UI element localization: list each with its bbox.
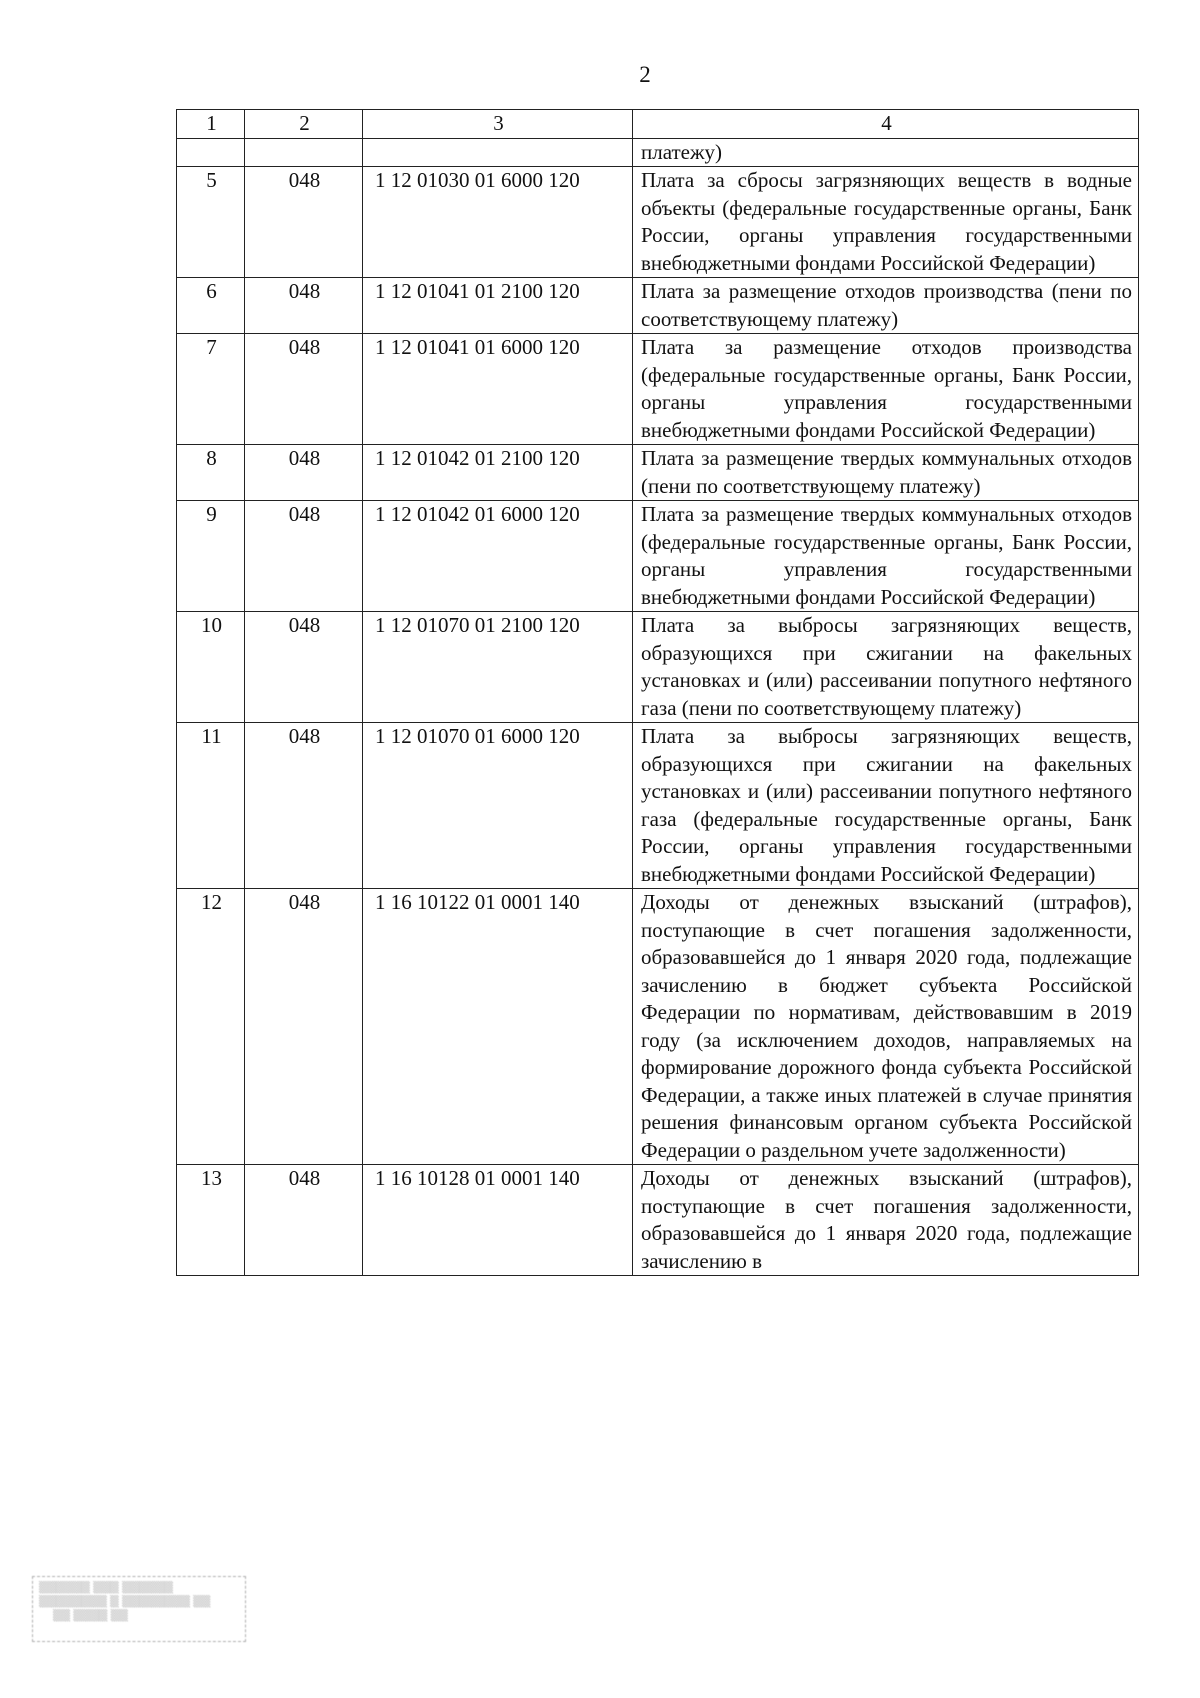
administrator-code: 048 — [245, 167, 363, 278]
table-row — [177, 723, 1139, 889]
stamp-line: ▒▒▒▒▒▒▒▒ ▒ ▒▒▒▒▒▒▒▒ ▒▒ — [39, 1595, 211, 1608]
table-row — [177, 445, 1139, 501]
table-row — [177, 889, 1139, 1165]
table-body — [177, 138, 1139, 1276]
budget-classification-code: 1 12 01042 01 2100 120 — [363, 445, 633, 501]
column-header-2: 2 — [245, 110, 363, 139]
revenue-description: Доходы от денежных взысканий (штрафов), поступающие в счет погашения задолженности, образовавшейся до 1 января 2020 года, подлежащие зачислению в — [633, 1165, 1139, 1276]
column-header-3: 3 — [363, 110, 633, 139]
registration-stamp — [32, 1576, 246, 1642]
row-number — [177, 138, 245, 167]
row-number: 9 — [177, 501, 245, 612]
administrator-code: 048 — [245, 501, 363, 612]
table-row — [177, 278, 1139, 334]
table-row — [177, 138, 1139, 167]
administrator-code: 048 — [245, 723, 363, 889]
row-number: 13 — [177, 1165, 245, 1276]
budget-classification-code: 1 12 01041 01 2100 120 — [363, 278, 633, 334]
row-number: 12 — [177, 889, 245, 1165]
table-row — [177, 1165, 1139, 1276]
budget-classification-code: 1 12 01070 01 6000 120 — [363, 723, 633, 889]
administrator-code: 048 — [245, 612, 363, 723]
stamp-line: ▒▒ ▒▒▒▒ ▒▒ — [39, 1609, 128, 1622]
revenue-description: Плата за выбросы загрязняющих веществ, образующихся при сжигании на факельных установках и (или) рассеивании попутного нефтяного газа (федеральные государственные органы, Банк России, органы управления государственными внебюджетными фондами Российской Федерации) — [633, 723, 1139, 889]
table-row — [177, 612, 1139, 723]
revenue-description: Плата за размещение твердых коммунальных отходов (пени по соответствующему платежу) — [633, 445, 1139, 501]
budget-classification-code: 1 12 01030 01 6000 120 — [363, 167, 633, 278]
stamp-line: ▒▒▒▒▒▒ ▒▒▒ ▒▒▒▒▒▒ — [39, 1581, 173, 1594]
table-row — [177, 167, 1139, 278]
administrator-code: 048 — [245, 278, 363, 334]
revenue-description: Плата за размещение отходов производства (пени по соответствующему платежу) — [633, 278, 1139, 334]
revenue-description: Плата за размещение отходов производства (федеральные государственные органы, Банк России, органы управления государственными внебюджетными фондами Российской Федерации) — [633, 334, 1139, 445]
table-row — [177, 501, 1139, 612]
budget-classification-code: 1 12 01070 01 2100 120 — [363, 612, 633, 723]
budget-classification-code: 1 16 10128 01 0001 140 — [363, 1165, 633, 1276]
row-number: 11 — [177, 723, 245, 889]
budget-classification-code: 1 16 10122 01 0001 140 — [363, 889, 633, 1165]
row-number: 7 — [177, 334, 245, 445]
column-header-4: 4 — [633, 110, 1139, 139]
row-number: 10 — [177, 612, 245, 723]
budget-classification-code — [363, 138, 633, 167]
administrator-code: 048 — [245, 445, 363, 501]
column-header-1: 1 — [177, 110, 245, 139]
row-number: 8 — [177, 445, 245, 501]
budget-classification-code: 1 12 01042 01 6000 120 — [363, 501, 633, 612]
administrator-code — [245, 138, 363, 167]
budget-classification-code: 1 12 01041 01 6000 120 — [363, 334, 633, 445]
revenue-description: платежу) — [633, 138, 1139, 167]
administrator-code: 048 — [245, 334, 363, 445]
revenue-codes-table — [176, 109, 1139, 1276]
row-number: 6 — [177, 278, 245, 334]
row-number: 5 — [177, 167, 245, 278]
revenue-description: Доходы от денежных взысканий (штрафов), поступающие в счет погашения задолженности, образовавшейся до 1 января 2020 года, подлежащие зачислению в бюджет субъекта Российской Федерации по нормативам, действовавшим в 2019 году (за исключением доходов, направляемых на формирование дорожного фонда субъекта Российской Федерации, а также иных платежей в случае принятия решения финансовым органом субъекта Российской Федерации о раздельном учете задолженности) — [633, 889, 1139, 1165]
table-header-row — [177, 110, 1139, 139]
table-row — [177, 334, 1139, 445]
revenue-description: Плата за выбросы загрязняющих веществ, образующихся при сжигании на факельных установках и (или) рассеивании попутного нефтяного газа (пени по соответствующему платежу) — [633, 612, 1139, 723]
administrator-code: 048 — [245, 1165, 363, 1276]
administrator-code: 048 — [245, 889, 363, 1165]
page-number: 2 — [639, 62, 651, 87]
revenue-description: Плата за размещение твердых коммунальных отходов (федеральные государственные органы, Банк России, органы управления государственными внебюджетными фондами Российской Федерации) — [633, 501, 1139, 612]
revenue-description: Плата за сбросы загрязняющих веществ в водные объекты (федеральные государственные органы, Банк России, органы управления государственными внебюджетными фондами Российской Федерации) — [633, 167, 1139, 278]
